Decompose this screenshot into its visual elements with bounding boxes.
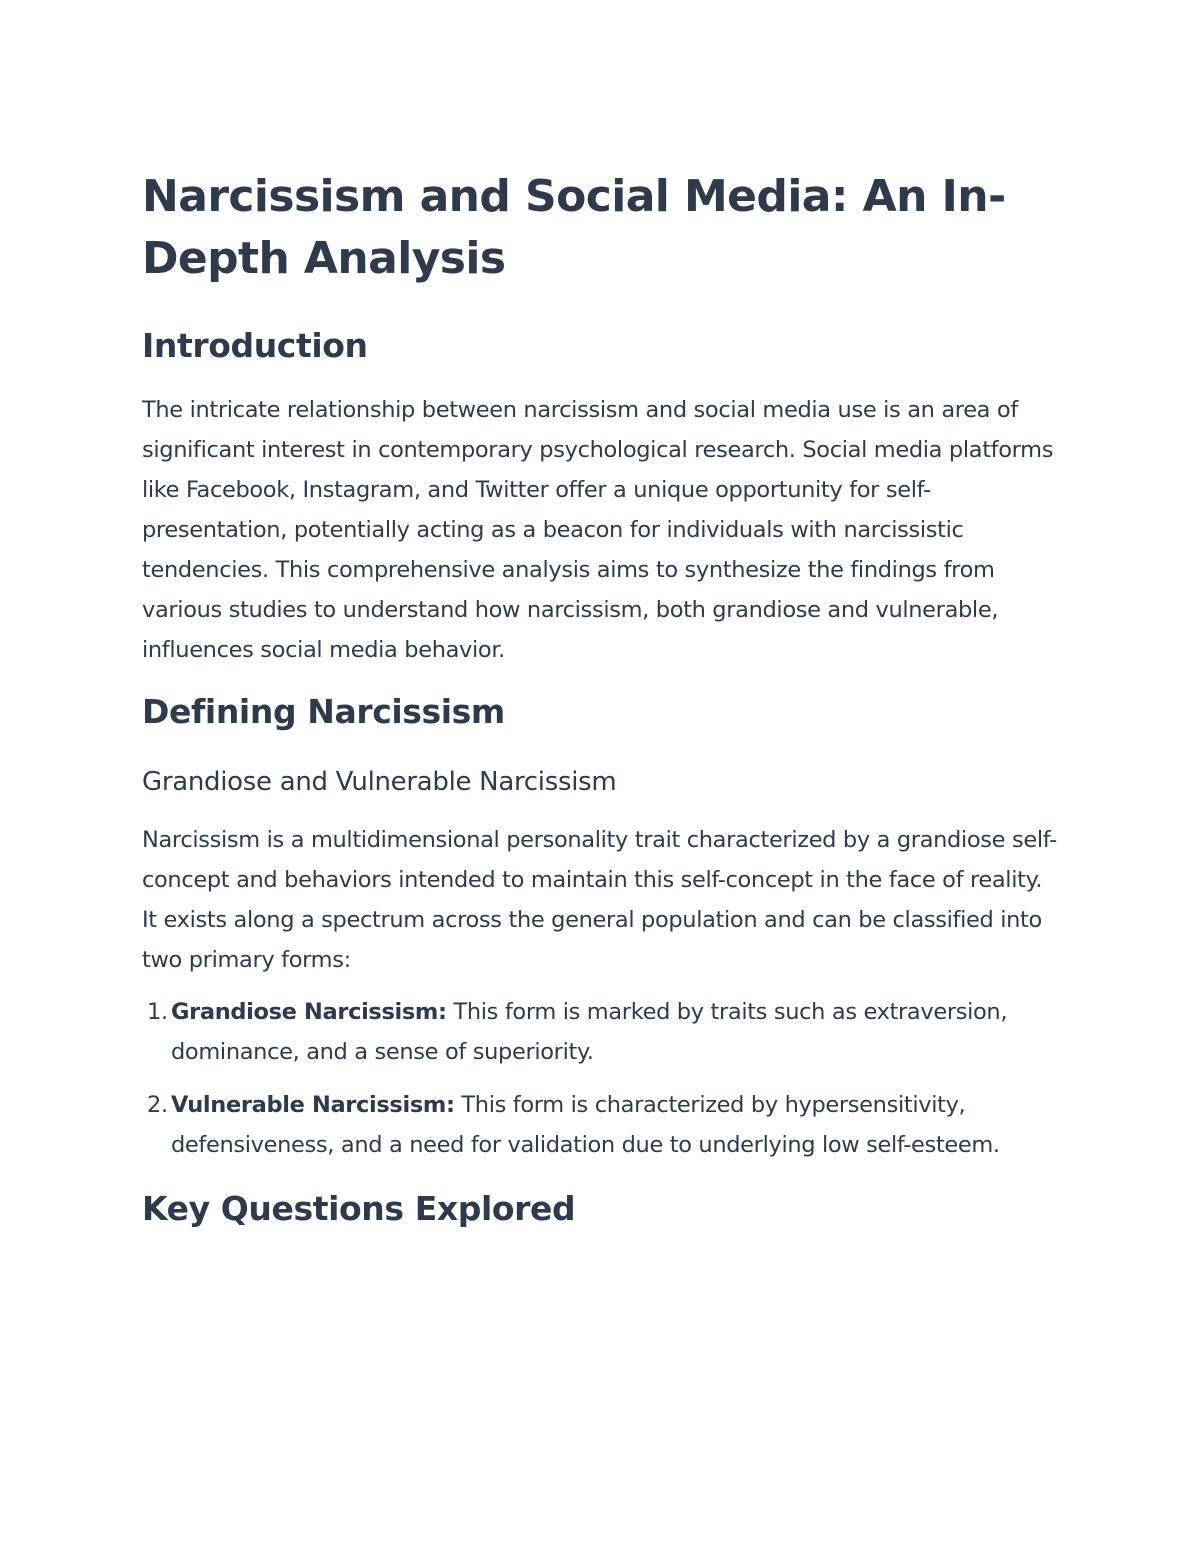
section-heading-introduction: Introduction	[142, 326, 368, 365]
list-item-number: 2.	[147, 1092, 168, 1118]
list-item-text: This form is marked by traits such as extraversion, dominance, and a sense of superiority.	[171, 999, 1008, 1065]
introduction-paragraph: The intricate relationship between narcissism and social media use is an area of significant interest in contemporary psychological research. Social media platforms like Facebook, Instagram, and Twitter offer a unique opportunity for self-presentation, potentially acting as a beacon for individuals with narcissistic tendencies. This comprehensive analysis aims to synthesize the findings from various studies to understand how narcissism, both grandiose and vulnerable, influences social media behavior.	[142, 397, 1054, 663]
list-item-term: Grandiose Narcissism:	[171, 999, 447, 1025]
list-item-term: Vulnerable Narcissism:	[171, 1092, 455, 1118]
list-item-number: 1.	[147, 999, 168, 1025]
list-item-grandiose	[142, 992, 1022, 1072]
document-page	[142, 166, 1058, 1231]
narcissism-types-list	[142, 992, 1022, 1165]
list-item-vulnerable	[142, 1085, 1022, 1165]
section-heading-key-questions: Key Questions Explored	[142, 1189, 576, 1228]
subheading-grandiose-vulnerable: Grandiose and Vulnerable Narcissism	[142, 767, 617, 797]
defining-narcissism-paragraph: Narcissism is a multidimensional personality trait characterized by a grandiose self-concept and behaviors intended to maintain this self-concept in the face of reality. It exists along a spectrum across the general population and can be classified into two primary forms:	[142, 827, 1057, 973]
section-heading-defining-narcissism: Defining Narcissism	[142, 692, 505, 731]
list-item-text: This form is characterized by hypersensitivity, defensiveness, and a need for validation due to underlying low self-esteem.	[171, 1092, 1000, 1158]
document-title: Narcissism and Social Media: An In-Depth Analysis	[142, 171, 1006, 284]
